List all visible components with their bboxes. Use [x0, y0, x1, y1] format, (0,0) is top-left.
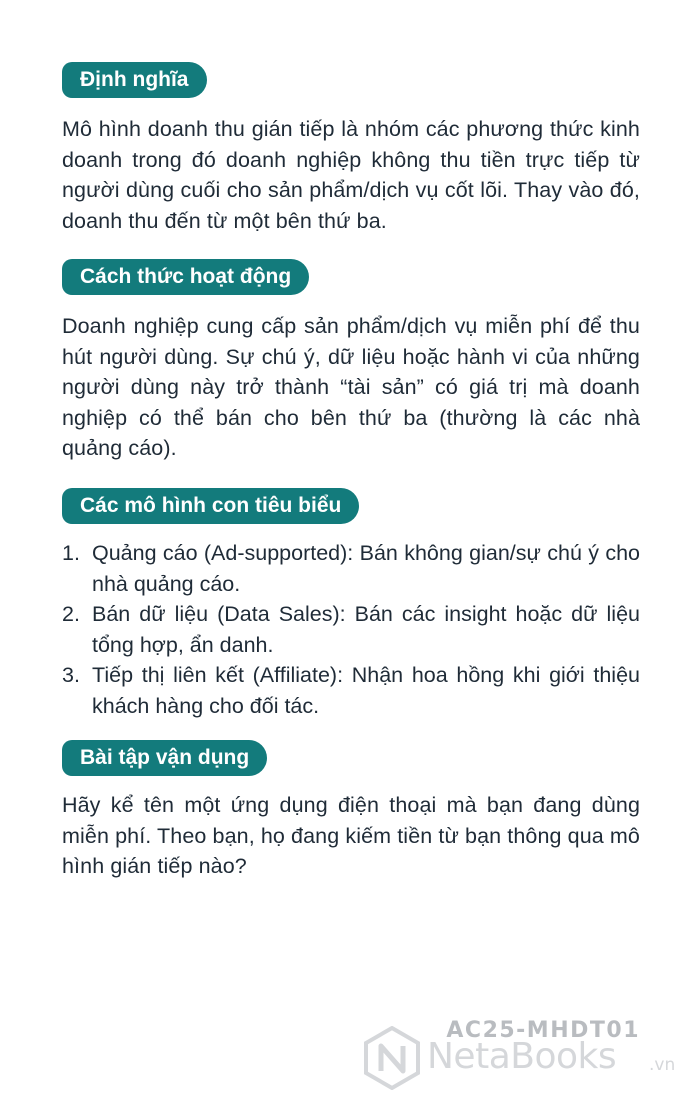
list-item-number: 1.: [62, 541, 80, 565]
how-it-works-heading: Cách thức hoạt động: [62, 259, 309, 295]
submodels-list: [62, 538, 640, 721]
list-item: [62, 660, 640, 721]
netabooks-logo-icon: [363, 1026, 421, 1090]
list-item-text: Tiếp thị liên kết (Affiliate): Nhận hoa hồng khi giới thiệu khách hàng cho đối tác.: [92, 663, 640, 718]
brand-name: NetaBooks: [427, 1036, 617, 1077]
how-it-works-text: Doanh nghiệp cung cấp sản phẩm/dịch vụ miễn phí để thu hút người dùng. Sự chú ý, dữ liệu hoặc hành vi của những người dùng này trở thành “tài sản” có giá trị mà doanh nghiệp có thể bán cho bên thứ ba (thường là các nhà quảng cáo).: [62, 314, 640, 460]
list-item-number: 3.: [62, 663, 80, 687]
brand-watermark: [363, 1026, 688, 1092]
definition-text: Mô hình doanh thu gián tiếp là nhóm các phương thức kinh doanh trong đó doanh nghiệp không thu tiền trực tiếp từ người dùng cuối cho sản phẩm/dịch vụ cốt lõi. Thay vào đó, doanh thu đến từ một bên thứ ba.: [62, 117, 640, 233]
list-item-text: Bán dữ liệu (Data Sales): Bán các insight hoặc dữ liệu tổng hợp, ẩn danh.: [92, 602, 640, 657]
list-item-number: 2.: [62, 602, 80, 626]
definition-heading: Định nghĩa: [62, 62, 207, 98]
brand-tld: .vn: [649, 1055, 676, 1075]
list-item: [62, 599, 640, 660]
submodels-heading: Các mô hình con tiêu biểu: [62, 488, 359, 524]
list-item: [62, 538, 640, 599]
list-item-text: Quảng cáo (Ad-supported): Bán không gian/sự chú ý cho nhà quảng cáo.: [92, 541, 640, 596]
exercise-text: Hãy kể tên một ứng dụng điện thoại mà bạn đang dùng miễn phí. Theo bạn, họ đang kiếm tiền từ bạn thông qua mô hình gián tiếp nào?: [62, 793, 640, 878]
exercise-heading: Bài tập vận dụng: [62, 740, 267, 776]
document-code: AC25-MHDT01: [446, 1018, 640, 1043]
